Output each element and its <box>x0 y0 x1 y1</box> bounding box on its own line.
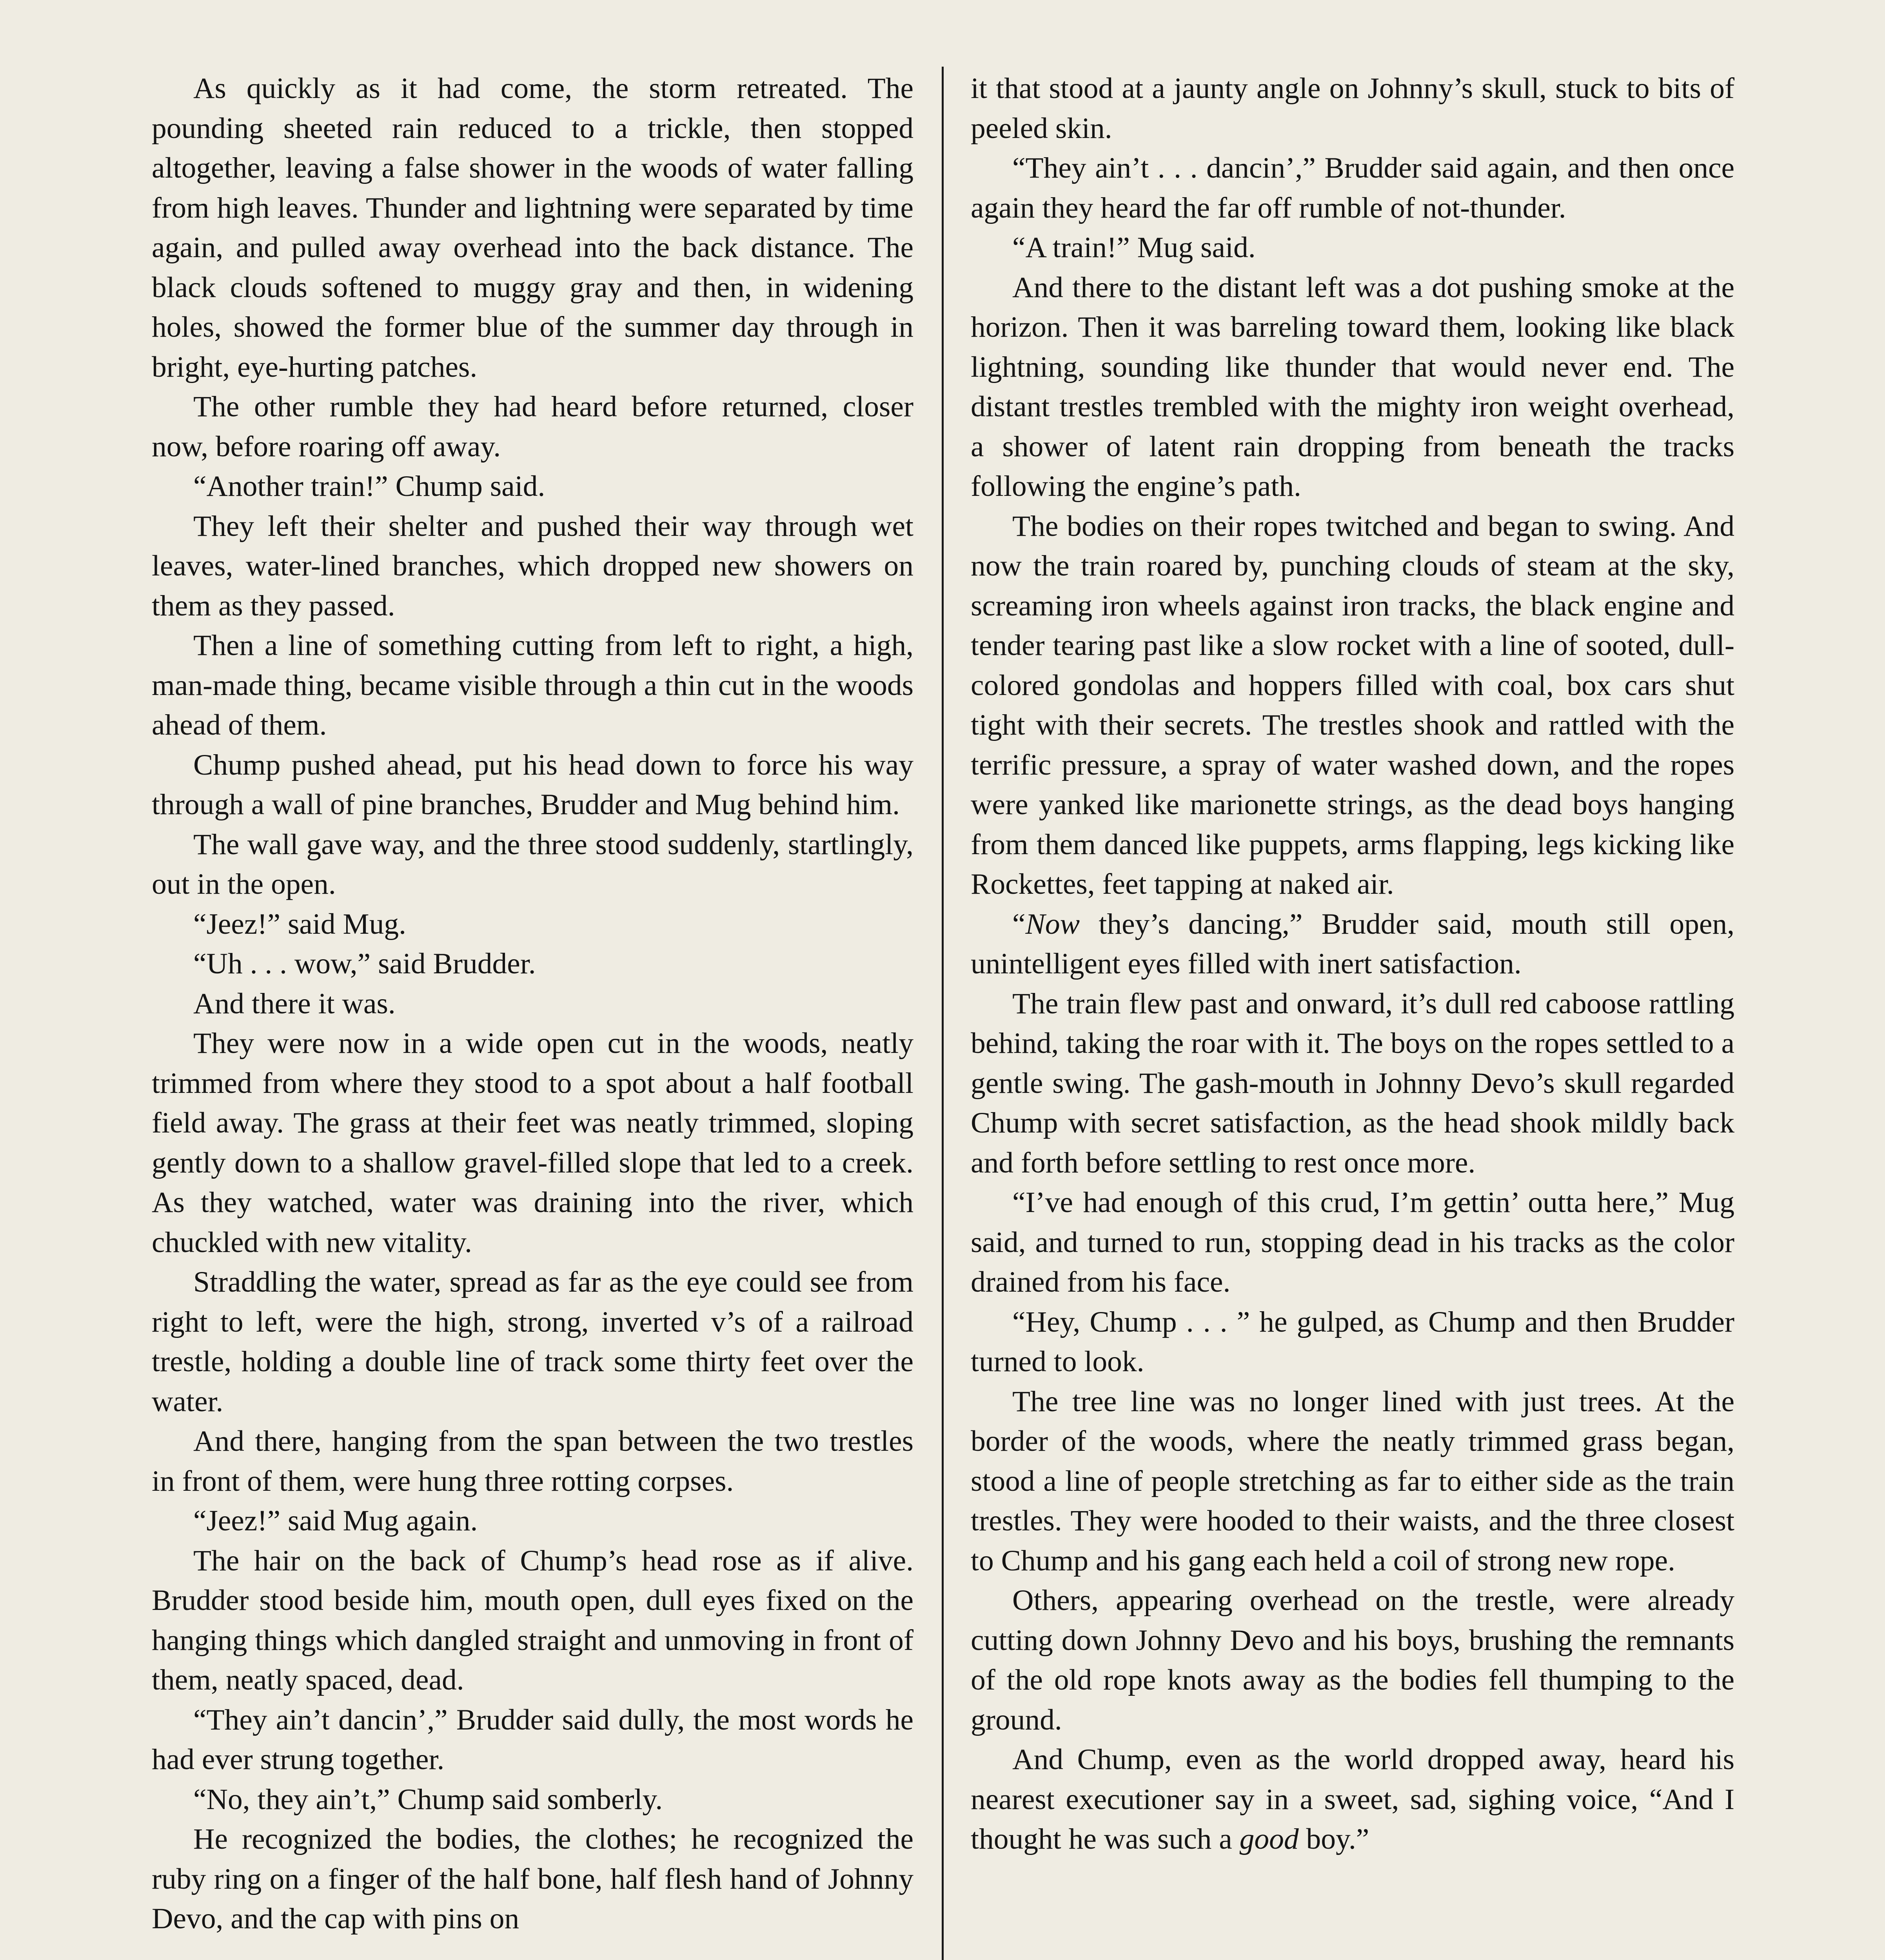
paragraph: “No, they ain’t,” Chump said somberly. <box>193 1783 663 1816</box>
paragraph: it that stood at a jaunty angle on Johnny’s skull, stuck to bits of peeled skin. <box>971 72 1734 145</box>
paragraph-text: “ <box>1012 907 1026 940</box>
paragraph <box>971 1740 1734 1859</box>
paragraph: The bodies on their ropes twitched and began to swing. And now the train roared by, punching clouds of steam at the sky, screaming iron wheels against iron tracks, the black engine and tender tearing past like a slow rocket with a line of sooted, dull-colored gondolas and hoppers filled with coal, box cars shut tight with their secrets. The trestles shook and rattled with the terrific pressure, a spray of water washed down, and the ropes were yanked like marionette strings, as the dead boys hanging from them danced like puppets, arms flapping, legs kicking like Rockettes, feet tapping at naked air. <box>971 510 1734 900</box>
paragraph: They left their shelter and pushed their way through wet leaves, water-lined branches, which dropped new showers on them as they passed. <box>152 510 913 622</box>
paragraph: “Uh . . . wow,” said Brudder. <box>193 947 536 980</box>
paragraph: And there it was. <box>193 987 396 1020</box>
paragraph-text: And Chump, even as the world dropped away, heard his nearest executioner say in a sweet, sad, sighing voice, “And I thought he was such a <box>971 1743 1734 1855</box>
paragraph: Straddling the water, spread as far as the eye could see from right to left, were the high, strong, inverted v’s of a railroad trestle, holding a double line of track some thirty feet over the water. <box>152 1266 913 1418</box>
paragraph-text: they’s dancing,” Brudder said, mouth still open, unintelligent eyes filled with inert satisfaction. <box>971 907 1734 980</box>
paragraph: As quickly as it had come, the storm retreated. The pounding sheeted rain reduced to a trickle, then stopped altogether, leaving a false shower in the woods of water falling from high leaves. Thunder and lightning were separated by time again, and pulled away overhead into the back distance. The black clouds softened to muggy gray and then, in widening holes, showed the former blue of the summer day through in bright, eye-hurting patches. <box>152 72 913 383</box>
paragraph: The tree line was no longer lined with just trees. At the border of the woods, where the neatly trimmed grass began, stood a line of people stretching as far to either side as the train trestles. They were hooded to their waists, and the three closest to Chump and his gang each held a coil of strong new rope. <box>971 1385 1734 1577</box>
article-column-left <box>152 69 913 1960</box>
paragraph: And there, hanging from the span between the two trestles in front of them, were hung three rotting corpses. <box>152 1425 913 1497</box>
paragraph <box>971 904 1734 984</box>
emphasis-word: Now <box>1025 907 1080 940</box>
paragraph: “Jeez!” said Mug again. <box>193 1504 478 1537</box>
paragraph: “A train!” Mug said. <box>1012 231 1256 264</box>
paragraph: Chump pushed ahead, put his head down to force his way through a wall of pine branches, Brudder and Mug behind him. <box>152 748 913 821</box>
column-divider <box>942 67 944 1960</box>
paragraph: And there to the distant left was a dot pushing smoke at the horizon. Then it was barreling toward them, looking like black lightning, sounding like thunder that would never end. The distant trestles trembled with the mighty iron weight overhead, a shower of latent rain dropping from beneath the tracks following the engine’s path. <box>971 271 1734 503</box>
paragraph: Others, appearing overhead on the trestle, were already cutting down Johnny Devo and his boys, brushing the remnants of the old rope knots away as the bodies fell thumping to the ground. <box>971 1584 1734 1736</box>
paragraph-text: boy.” <box>1298 1823 1369 1855</box>
paragraph: The train flew past and onward, it’s dull red caboose rattling behind, taking the roar with it. The boys on the ropes settled to a gentle swing. The gash-mouth in Johnny Devo’s skull regarded Chump with secret satisfaction, as the head shook mildly back and forth before settling to rest once more. <box>971 987 1734 1179</box>
paragraph: “Jeez!” said Mug. <box>193 907 406 940</box>
paragraph: “Hey, Chump . . . ” he gulped, as Chump and then Brudder turned to look. <box>971 1305 1734 1378</box>
paragraph: Then a line of something cutting from left to right, a high, man-made thing, became visible through a thin cut in the woods ahead of them. <box>152 629 913 741</box>
article-column-right <box>971 69 1734 1960</box>
paragraph: “I’ve had enough of this crud, I’m gettin’ outta here,” Mug said, and turned to run, stopping dead in his tracks as the color drained from his face. <box>971 1186 1734 1298</box>
paragraph: They were now in a wide open cut in the woods, neatly trimmed from where they stood to a spot about a half football field away. The grass at their feet was neatly trimmed, sloping gently down to a shallow gravel-filled slope that led to a creek. As they watched, water was draining into the river, which chuckled with new vitality. <box>152 1027 913 1259</box>
paragraph: “They ain’t . . . dancin’,” Brudder said again, and then once again they heard the far off rumble of not-thunder. <box>971 152 1734 224</box>
emphasis-word: good <box>1239 1823 1299 1855</box>
paragraph: The other rumble they had heard before returned, closer now, before roaring off away. <box>152 390 913 463</box>
paragraph: “Another train!” Chump said. <box>193 470 545 503</box>
paragraph: “They ain’t dancin’,” Brudder said dully, the most words he had ever strung together. <box>152 1703 913 1776</box>
paragraph: The wall gave way, and the three stood suddenly, startlingly, out in the open. <box>152 828 913 900</box>
paragraph: The hair on the back of Chump’s head rose as if alive. Brudder stood beside him, mouth open, dull eyes fixed on the hanging things which dangled straight and unmoving in front of them, neatly spaced, dead. <box>152 1544 913 1696</box>
paragraph: He recognized the bodies, the clothes; he recognized the ruby ring on a finger of the half bone, half flesh hand of Johnny Devo, and the cap with pins on <box>152 1823 913 1935</box>
